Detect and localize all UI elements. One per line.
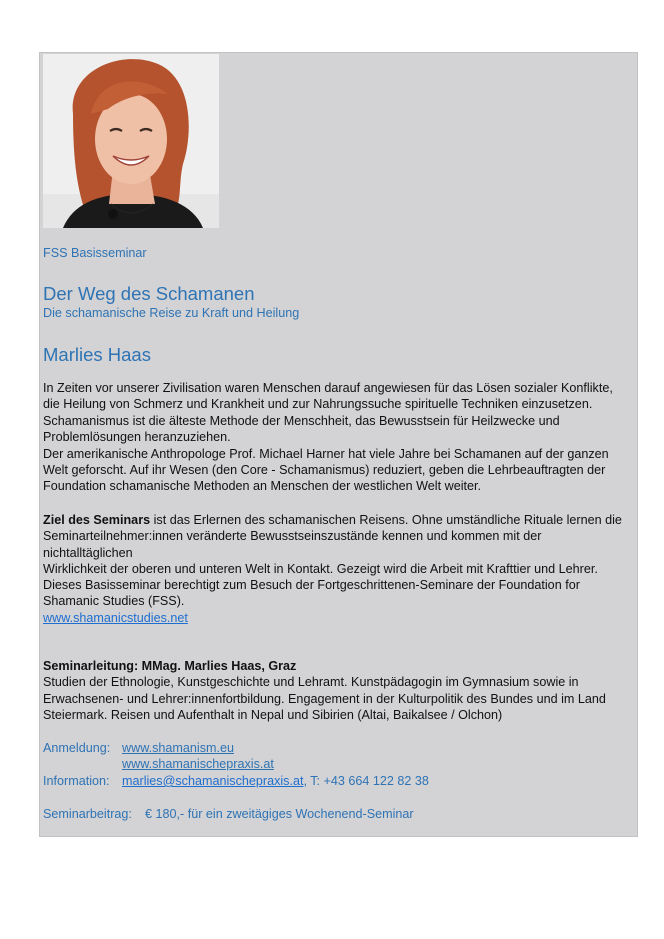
email-link[interactable]: marlies@schamanischepraxis.at bbox=[122, 774, 304, 788]
goal-text: Seminarteilnehmer:innen veränderte Bewusstseinszustände kennen und kommen mit der nichtalltäglichen bbox=[43, 529, 542, 560]
leader-heading: Seminarleitung: MMag. Marlies Haas, Graz bbox=[43, 659, 297, 673]
intro-line: Problemlösungen heranzuziehen. bbox=[43, 430, 231, 445]
phone-text: , T: +43 664 122 82 38 bbox=[303, 774, 429, 788]
intro-line: Der amerikanische Anthropologe Prof. Michael Harner hat viele Jahre bei Schamanen auf der ganzen bbox=[43, 446, 609, 461]
intro-paragraph bbox=[43, 380, 633, 495]
portrait-photo bbox=[43, 54, 219, 228]
shamanischepraxis-link[interactable]: www.shamanischepraxis.at bbox=[122, 757, 274, 771]
intro-line: In Zeiten vor unserer Zivilisation waren Menschen darauf angewiesen für das Lösen sozialer Konflikte, bbox=[43, 381, 613, 395]
intro-line: die Heilung von Schmerz und Krankheit und zur Nahrungssuche spirituelle Techniken einzusetzen. bbox=[43, 397, 593, 412]
shamanicstudies-link[interactable]: www.shamanicstudies.net bbox=[43, 610, 188, 625]
leader-section bbox=[43, 658, 633, 724]
eligibility-paragraph bbox=[43, 577, 633, 626]
registration-row bbox=[43, 740, 110, 756]
seminar-title: Der Weg des Schamanen bbox=[43, 283, 255, 304]
shamanism-eu-link[interactable]: www.shamanism.eu bbox=[122, 741, 234, 755]
intro-line: Foundation schamanische Methoden an Menschen der westlichen Welt weiter. bbox=[43, 479, 481, 494]
seminar-subtitle: Die schamanische Reise zu Kraft und Heilung bbox=[43, 306, 300, 320]
eligibility-line: Dieses Basisseminar berechtigt zum Besuch der Fortgeschrittenen-Seminare der Foundation for bbox=[43, 578, 580, 592]
leader-line: Steiermark. Reisen und Aufenthalt in Nepal und Sibirien (Altai, Baikalsee / Olchon) bbox=[43, 708, 503, 723]
fee-value: € 180,- für ein zweitägiges Wochenend-Seminar bbox=[145, 807, 414, 821]
info-contact bbox=[122, 773, 429, 789]
leader-line: Erwachsenen- und Lehrer:innenfortbildung. Engagement in der Kulturpolitik des Bundes und im Land bbox=[43, 691, 606, 706]
fee-label: Seminarbeitrag: bbox=[43, 807, 132, 821]
leader-line: Studien der Ethnologie, Kunstgeschichte und Lehramt. Kunstpädagogin im Gymnasium sowie in bbox=[43, 675, 579, 690]
eligibility-line: Shamanic Studies (FSS). bbox=[43, 594, 185, 609]
intro-line: Welt geforscht. Auf ihr Wesen (den Core - Schamanismus) reduziert, geben die Lehrbeauftragten der bbox=[43, 463, 606, 478]
registration-label: Anmeldung: bbox=[43, 741, 111, 755]
intro-line: Schamanismus ist die älteste Methode der Menschheit, das Bewusstsein für Heilzwecke und bbox=[43, 413, 560, 428]
goal-label: Ziel des Seminars bbox=[43, 513, 151, 527]
info-row bbox=[43, 773, 110, 789]
author-name: Marlies Haas bbox=[43, 344, 151, 365]
goal-paragraph bbox=[43, 512, 633, 578]
fee-row bbox=[43, 806, 132, 822]
goal-text: ist das Erlernen des schamanischen Reisens. Ohne umständliche Rituale lernen die bbox=[150, 513, 622, 527]
seminar-type: FSS Basisseminar bbox=[43, 246, 147, 260]
info-label: Information: bbox=[43, 774, 110, 788]
goal-text: Wirklichkeit der oberen und unteren Welt in Kontakt. Gezeigt wird die Arbeit mit Krafttier und Lehrer. bbox=[43, 562, 598, 577]
